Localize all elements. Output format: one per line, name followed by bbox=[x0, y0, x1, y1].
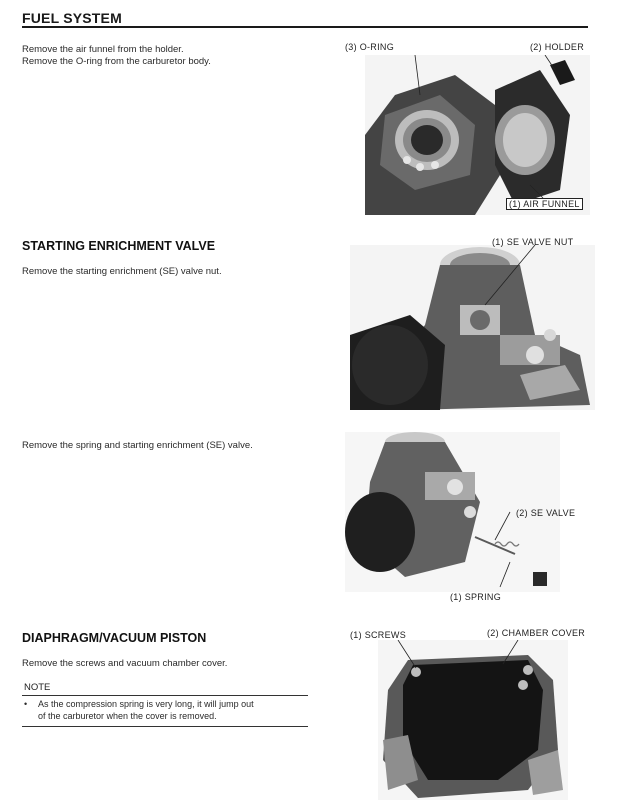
page-title: FUEL SYSTEM bbox=[22, 10, 122, 26]
callout-se-valve: (2) SE VALVE bbox=[516, 508, 576, 518]
se-valve-heading: STARTING ENRICHMENT VALVE bbox=[22, 239, 216, 253]
callout-spring: (1) SPRING bbox=[450, 592, 502, 602]
callout-holder: (2) HOLDER bbox=[530, 42, 585, 52]
diaphragm-heading: DIAPHRAGM/VACUUM PISTON bbox=[22, 631, 207, 645]
note-label: NOTE bbox=[24, 682, 51, 693]
note-top-rule bbox=[22, 695, 308, 696]
air-funnel-photo bbox=[365, 55, 590, 215]
air-funnel-instruction-2: Remove the O-ring from the carburetor body. bbox=[22, 56, 211, 67]
callout-se-valve-nut: (1) SE VALVE NUT bbox=[492, 237, 574, 247]
note-bottom-rule bbox=[22, 726, 308, 727]
se-valve-nut-photo bbox=[350, 245, 595, 410]
se-valve-instruction: Remove the starting enrichment (SE) valve nut. bbox=[22, 266, 222, 277]
callout-chamber-cover: (2) CHAMBER COVER bbox=[487, 628, 586, 638]
note-bullet: • bbox=[24, 699, 28, 709]
note-line-2: of the carburetor when the cover is removed. bbox=[38, 711, 217, 721]
callout-air-funnel: (1) AIR FUNNEL bbox=[506, 198, 583, 210]
chamber-cover-photo bbox=[378, 640, 568, 800]
spring-instruction: Remove the spring and starting enrichment (SE) valve. bbox=[22, 440, 253, 451]
callout-screws: (1) SCREWS bbox=[350, 630, 407, 640]
note-line-1: As the compression spring is very long, it will jump out bbox=[38, 699, 254, 709]
callout-o-ring: (3) O-RING bbox=[345, 42, 394, 52]
diaphragm-instruction: Remove the screws and vacuum chamber cover. bbox=[22, 658, 228, 669]
header-divider bbox=[22, 26, 588, 28]
air-funnel-instruction-1: Remove the air funnel from the holder. bbox=[22, 44, 184, 55]
